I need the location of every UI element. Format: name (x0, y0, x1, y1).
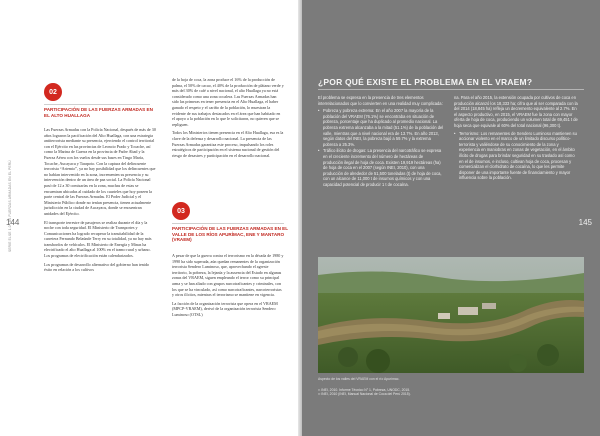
paragraph: Todos los Ministerios tienen presencia en el Alto Huallaga, esa es la clave de la defensa y desarrollo nacional. La presencia de las Fuerzas Armadas garantiza este proceso, impulsando los roles estratégicos de participación en el sistema nacional de gestión del riesgo de desastres y participación en el desarrollo nacional. (172, 130, 284, 158)
footnote: ¹² INEI, 2010 (INEI, Manual Nacional de Coca del Perú 2015). (318, 392, 411, 397)
list-item: • Tráfico ilícito de drogas: La presencia del narcotráfico se expresa en el creciente incremento del número de hectáreas de producción ilegal de hoja de coca. Existen 19,919 hectáreas (ha) de hoja de coca en el 2007 (según INEI, 2010), con una producción de alrededor de 51,500 toneladas (t) de hoja de coca, con un alcance de 11,000 t de insumos químicos y con una capacidad potencial de producir 1 t de cocaína. (318, 148, 444, 187)
running-header: SERIE ELSE 1.0 LAS FUERZAS ARMADAS EN EL PERÚ (8, 160, 12, 252)
paragraph: El transporte terrestre de pasajeros se realiza durante el día y la noche con toda seguridad. El Ministerio de Transportes y Comunicaciones ha logrado recuperar la transitabilidad de la carretera Fernando Belaúnde Terry en su totalidad, ya no hay más transbordos de vehículos. El Ministerio de Energía y Minas ha electrificado el alto Huallaga al 100% en el tramo rural y urbano. Los programas de electrificación están calendarizados. (44, 219, 152, 259)
paragraph: La facción de la organización terrorista que opera en el VRAEM (MPCP-VRAEM), derivó de la organización terrorista Sendero Luminoso (OTSL) (172, 300, 278, 317)
divider (172, 223, 284, 224)
text-column-2 (172, 77, 284, 161)
page-number-right: 145 (578, 218, 592, 227)
list-item: • Pobreza y pobreza extrema: En el año 2007 la mayoría de la población del VRAEM (76.1%) se encontraba en situación de pobreza, porcentaje que ha duplicado al promedio nacional. La pobreza extrema alcanzaba a la mitad (51.1%) de la población del valle, mientras que a nivel nacional era de 13.7%. En año 2013, según datos del INEI, la pobreza bajó a 59.7% y la extrema pobreza a 25.3%. (318, 108, 444, 147)
aerial-river-photo (318, 257, 584, 373)
footnote: ¹¹ INEI, 2010. Informe Técnico N° 1, Pobreza, UNODC, 2015. (318, 388, 411, 392)
divider (318, 89, 584, 90)
paragraph: A pesar de que la guerra contra el terrorismo en la década de 1980 y 1990 ha sido superada, aún quedan remanentes de la organización terrorista Sendero Luminoso, que, aprovechando el agreste territorio, la pobreza, la lejanía y la ausencia del Estado en algunas zonas del VRAEM, siguen empleando el terror como su principal arma y se han aliado con grupos narcotraficantes y criminales, con los que se ha vinculado, así como narcotraficantes, narcoterroristas y otros ilícitos, mientras el terrorismo se mantiene en vigencia. (172, 253, 284, 298)
text-column-right-2 (454, 95, 580, 182)
text-column-2-continued (172, 253, 284, 321)
bullet-list (454, 131, 580, 181)
section-title: PARTICIPACIÓN DE LAS FUERZAS ARMADAS EN EL ALTO HUALLAGA (44, 107, 153, 118)
paragraph: Los programas de desarrollo alternativo del gobierno han tenido éxito en relación a los cultivos (44, 261, 150, 273)
text-column-right-1 (318, 95, 444, 189)
river-landscape-image (318, 257, 584, 373)
page-title: ¿POR QUÉ EXISTE EL PROBLEMA EN EL VRAEM? (318, 77, 533, 87)
text-column-1 (44, 127, 156, 276)
intro-paragraph: El problema se expresa en la presencia de tres elementos interrelacionados que lo convierten en una realidad muy complicada: (318, 95, 443, 106)
page-number-left: 144 (6, 218, 20, 227)
section-number-badge: 03 (172, 202, 190, 220)
bullet-list (318, 108, 444, 187)
photo-caption: Aspecto de los valles del VRAEM con el río Apurímac. (318, 377, 400, 381)
paragraph: Las Fuerzas Armadas con la Policía Nacional, después de más de 30 años lograron la pacificación del Alto Huallaga, con una estrategia antiterrorista mediante su presencia, ejerciendo el control territorial con el Ejército en las provincias de Leoncio Prado y Tocache, así como la Marina de Guerra en la provincia de Padre Abad y la Fuerza Aérea con los vuelos desde sus bases en Tingo María, Tocache, Aucayacu y Tarapoto. Con la captura del delincuente terrorista “Artemio”, ya no hay posibilidad que los delincuentes que no habían intervenido en la zona, incrementen su presencia y su intervención dentro de un área de paz social. La Policía Nacional pasó de 12 a 30 comisarías en la zona, muchas de estas se encuentran ubicadas al cuidado de los cuarteles que hoy poseen la parte central de las Fuerzas Armadas. El Poder Judicial y el Ministerio Público donde no tenían presencia, tienen actualmente jurisdicción en la ciudad de Aucayacu, donde se encuentran unidades del Ejército. (44, 127, 156, 216)
list-item: • Terrorismo: Los remanentes de Sendero Luminoso mantienen su accionar violento en el marco de un limitado discurso político-terrorista y valiéndose de su conocimiento de la zona y experiencia en maniobras en zonas de vegetación, en el ámbito ilícito de drogas para brindar seguridad en su traslado así como en el de insumos, e incluso, cultivan hoja de coca, procesan y comercializan el clorhidrato de cocaína, lo que les permite disponer de una importante fuente de financiamiento y mayor influencia sobre la población. (454, 131, 580, 181)
section-number-badge: 02 (44, 83, 62, 101)
section-title: PARTICIPACIÓN DE LAS FUERZAS ARMADAS EN EL VALLE DE LOS RÍOS APURÍMAC, ENE Y MANTARO (VRAEM) (172, 226, 288, 243)
divider (44, 104, 150, 105)
paragraph: de la hoja de coca, la zona produce el 16% de la producción de palma, el 50% de cacao, el 40% de la producción de plátano verde y más del 30% de café a nivel nacional, el alto Huallaga ya no está considerado como una zona cocalera. Las Fuerzas Armadas han sido las primeras en tener presencia en el Alto Huallaga, el haber ganado el respeto y el cariño de la población, lo muestran la evidente de sus trabajos destacados en el área que han habitado en el apoyo a la población en lo que le solicitaron, no quieren que se repliguen. (172, 77, 284, 127)
paragraph: na. Para el año 2015, la extensión ocupada por cultivos de coca en producción alcanzó los 18,333 ha; cifra que al ser comparada con la del 2014 (18,845 ha) refleja un decremento equivalente al 2.7%. En el aspecto productivo, en 2015, el VRAEM fue la zona con mayor oferta de hoja de coca, produciendo un volumen total de 69,451 t de hoja seca que equivale al 60% del total nacional (96,300 t). (454, 95, 578, 128)
footnotes (318, 388, 518, 397)
